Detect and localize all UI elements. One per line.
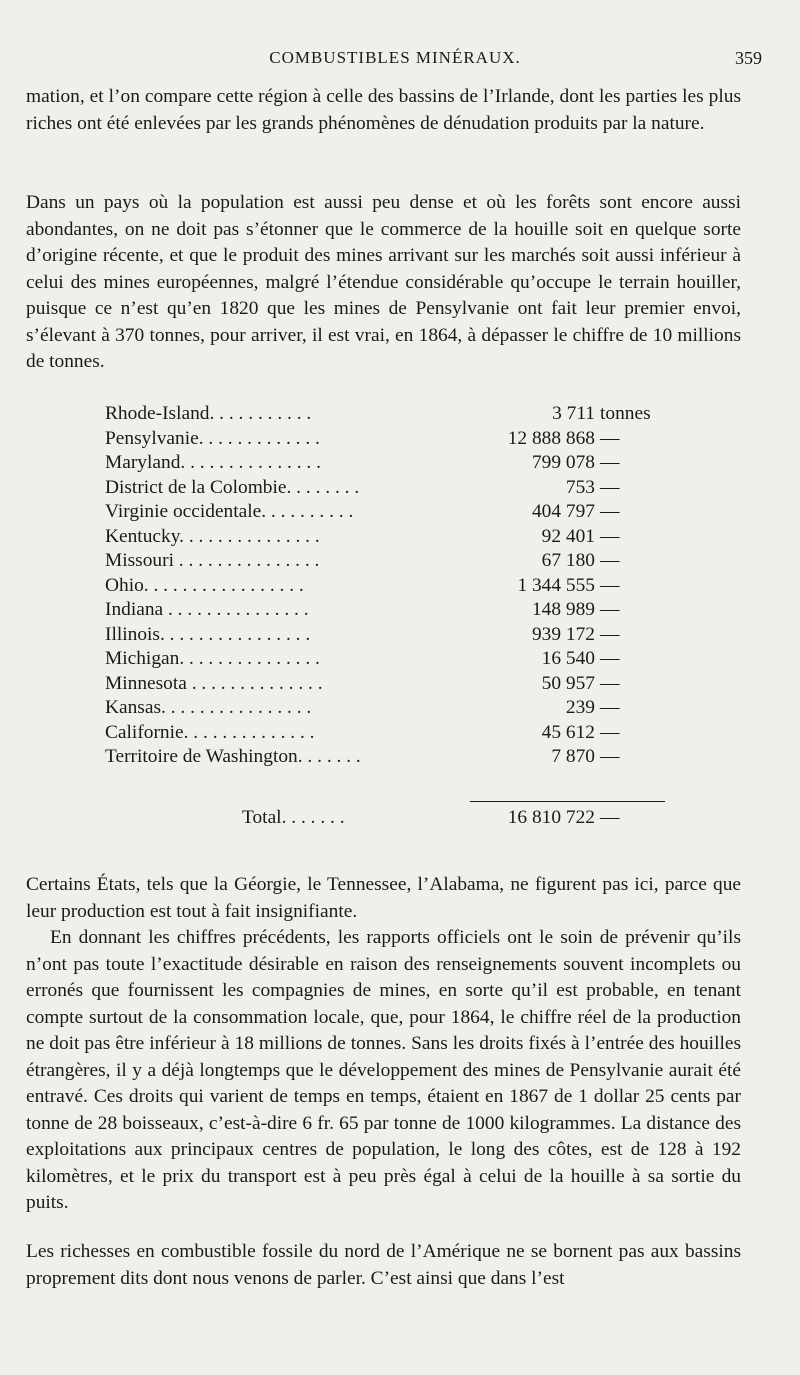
- unit-label: —: [600, 746, 620, 767]
- paragraph-3: Certains États, tels que la Géorgie, le Tennessee, l’Alabama, ne figurent pas ici, parce que leur production est tout à fait insignifiante.: [26, 874, 741, 922]
- table-row: [105, 549, 665, 574]
- unit-label: —: [600, 427, 620, 449]
- production-value: 148 989: [531, 599, 595, 620]
- total-label: Total. . . . . . .: [242, 807, 345, 828]
- production-value: 1 344 555: [517, 574, 595, 596]
- table-row: [105, 402, 665, 427]
- paragraph-2: Dans un pays où la population est aussi peu dense et où les forêts sont encore aussi abondantes, on ne doit pas s’étonner que le commerce de la houille soit en quelque sorte d’origine récente, et que le produit des mines arrivant sur les marchés soit aussi inférieur à celui des mines européennes, malgré l’étendue considérable qu’occupe le terrain houiller, puisque ce n’est qu’en 1820 que les mines de Pensylvanie ont fait leur premier envoi, s’élevant à 370 tonnes, pour arriver, il est vrai, en 1864, à dépasser le chiffre de 10 millions de tonnes.: [26, 192, 741, 372]
- production-value: 67 180: [541, 550, 595, 571]
- table-row: [105, 598, 665, 623]
- state-name: Kentucky. . . . . . . . . . . . . . .: [105, 525, 320, 547]
- unit-label: —: [600, 648, 620, 669]
- running-header: [28, 48, 762, 74]
- state-name: Missouri . . . . . . . . . . . . . . .: [105, 550, 320, 571]
- unit-label: —: [600, 476, 620, 498]
- production-value: 16 540: [541, 648, 595, 669]
- state-name: Ohio. . . . . . . . . . . . . . . . .: [105, 574, 304, 596]
- unit-label: —: [600, 721, 620, 743]
- state-name: Virginie occidentale. . . . . . . . . .: [105, 501, 354, 522]
- production-value: 799 078: [531, 452, 595, 473]
- state-name: Californie. . . . . . . . . . . . . .: [105, 721, 315, 743]
- state-name: Pensylvanie. . . . . . . . . . . . .: [105, 427, 320, 449]
- production-value: 753: [565, 476, 595, 498]
- total-unit: —: [600, 807, 620, 828]
- table-row: [105, 721, 665, 746]
- unit-label: —: [600, 672, 620, 694]
- state-name: Rhode-Island. . . . . . . . . . .: [105, 403, 312, 424]
- total-row: [105, 806, 665, 831]
- production-value: 7 870: [551, 746, 595, 767]
- total-value: 16 810 722: [507, 807, 595, 828]
- production-value: 404 797: [531, 501, 595, 522]
- state-name: District de la Colombie. . . . . . . .: [105, 476, 360, 498]
- table-row: [105, 696, 665, 721]
- unit-label: —: [600, 452, 620, 473]
- production-value: 92 401: [541, 525, 595, 547]
- state-name: Maryland. . . . . . . . . . . . . . .: [105, 452, 321, 473]
- page-number: 359: [735, 48, 762, 68]
- state-name: Territoire de Washington. . . . . . .: [105, 746, 361, 767]
- production-value: 50 957: [541, 672, 595, 694]
- table-row: [105, 525, 665, 550]
- table-row: [105, 451, 665, 476]
- unit-label: —: [600, 623, 620, 645]
- running-title: COMBUSTIBLES MINÉRAUX.: [269, 48, 521, 67]
- unit-label: —: [600, 525, 620, 547]
- production-value: 239: [565, 697, 595, 718]
- table-row: [105, 647, 665, 672]
- unit-label: —: [600, 599, 620, 620]
- production-value: 12 888 868: [507, 427, 595, 449]
- production-value: 45 612: [541, 721, 595, 743]
- paragraph-1: mation, et l’on compare cette région à celle des bassins de l’Irlande, dont les parties les plus riches ont été enlevées par les grands phénomènes de dénudation produits par la nature.: [26, 86, 741, 134]
- table-row: [105, 476, 665, 501]
- table-row: [105, 623, 665, 648]
- table-row: [105, 745, 665, 770]
- unit-label: —: [600, 501, 620, 522]
- state-name: Michigan. . . . . . . . . . . . . . .: [105, 648, 320, 669]
- paragraph-4: En donnant les chiffres précédents, les rapports officiels ont le soin de prévenir qu’ils n’ont pas toute l’exactitude désirable en raison des renseignements souvent incomplets ou erronés que fournissent les compagnies de mines, en sorte qu’il est probable, en tenant compte surtout de la consommation locale, que, pour 1864, le chiffre réel de la production ne doit pas être inférieur à 18 millions de tonnes. Sans les droits fixés à l’entrée des houilles étrangères, il y a déjà longtemps que le développement des mines de Pensylvanie aurait été entravé. Ces droits qui varient de temps en temps, étaient en 1867 de 1 dollar 25 cents par tonne de 28 boisseaux, c’est-à-dire 6 fr. 65 par tonne de 1000 kilogrammes. La distance des exploitations aux principaux centres de population, le long des côtes, est de 128 à 192 kilomètres, et le prix du transport est à peu près égal à celui de la houille à sa sortie du puits.: [26, 927, 741, 1213]
- state-name: Indiana . . . . . . . . . . . . . . .: [105, 599, 309, 620]
- table-row: [105, 574, 665, 599]
- production-value: 939 172: [531, 623, 595, 645]
- production-table: [105, 402, 665, 770]
- state-name: Minnesota . . . . . . . . . . . . . .: [105, 672, 323, 694]
- production-value: 3 711: [552, 403, 595, 424]
- paragraph-5: Les richesses en combustible fossile du nord de l’Amérique ne se bornent pas aux bassins proprement dits dont nous venons de parler. C’est ainsi que dans l’est: [26, 1241, 741, 1289]
- unit-label: —: [600, 574, 620, 596]
- table-row: [105, 427, 665, 452]
- table-row: [105, 500, 665, 525]
- unit-label: —: [600, 550, 620, 571]
- state-name: Kansas. . . . . . . . . . . . . . . .: [105, 697, 312, 718]
- state-name: Illinois. . . . . . . . . . . . . . . .: [105, 623, 311, 645]
- unit-label: tonnes: [600, 403, 651, 424]
- total-rule: [470, 801, 665, 802]
- unit-label: —: [600, 697, 620, 718]
- table-row: [105, 672, 665, 697]
